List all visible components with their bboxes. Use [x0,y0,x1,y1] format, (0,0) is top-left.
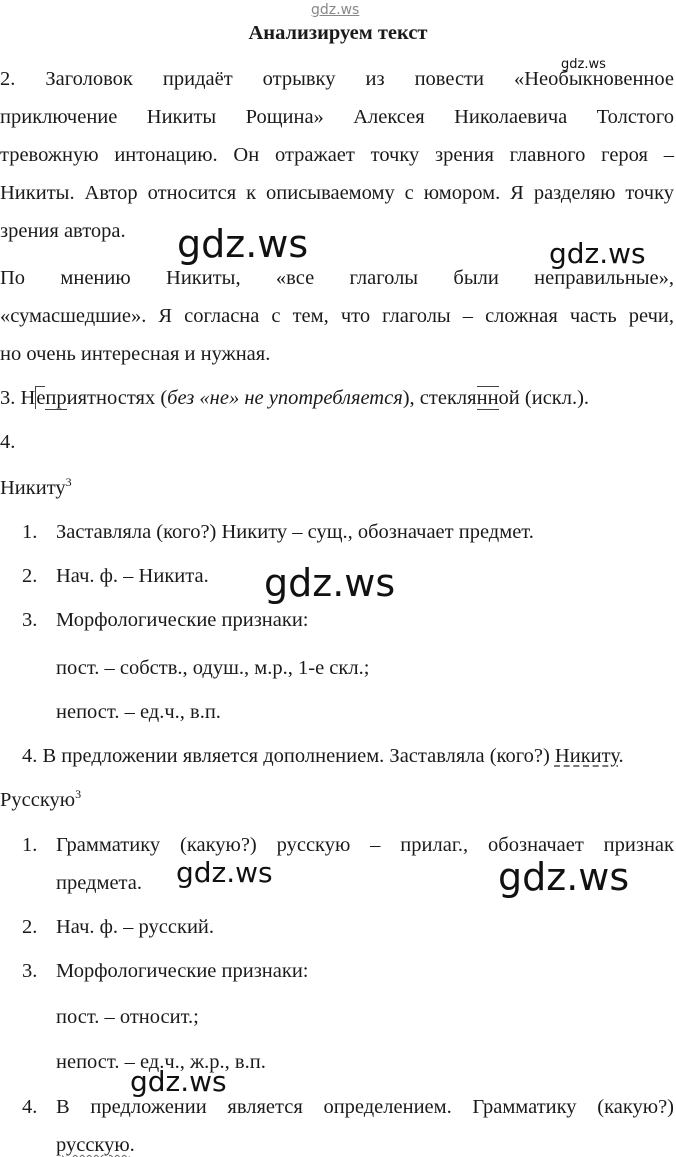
russkuyu-step-4-line-2 [56,1133,135,1157]
watermark-small: gdz.ws [561,57,606,72]
item3-prefix: 3. [0,387,21,409]
nikita-step-2-num: 2. [22,565,38,587]
nikita-heading-text: Никиту [0,477,66,499]
nikita-heading-sup: 3 [65,475,72,489]
russkuyu-step-1-num: 1. [22,834,38,856]
opinion-line-3: но очень интересная и нужная. [0,343,271,365]
nikita-step-2 [22,564,209,588]
russkuyu-nonconst: непост. – ед.ч., ж.р., в.п. [56,1051,266,1073]
item3-note: без «не» не употребляется [167,387,403,409]
item3-rest: иятностях ( [66,387,168,409]
item-4-label: 4. [0,431,16,453]
russkuyu-step-4-num: 4. [22,1096,38,1118]
item-3 [0,386,589,410]
nikita-step-1-text: Заставляла (кого?) Никиту – сущ., обозначает предмет. [56,521,534,543]
nikita-step-4 [22,744,624,768]
russkuyu-step-4-word: русскую [56,1134,130,1156]
item3-pr-mark: пр [45,387,67,409]
page-title: Анализируем текст [248,22,428,44]
nikita-step-3 [22,608,309,632]
nikita-step-3-num: 3. [22,609,38,631]
russkuyu-step-1-line-1: Грамматику (какую?) русскую – прилаг., обозначает признак [56,834,674,856]
watermark-mid-1: gdz.ws [549,237,646,270]
russkuyu-step-4-line-1: В предложении является определением. Грамматику (какую?) [56,1096,674,1118]
watermark-top: gdz.ws [311,2,360,18]
nikita-step-2-text: Нач. ф. – Никита. [56,565,209,587]
nikita-nonconst: непост. – ед.ч., в.п. [56,701,221,723]
nikita-step-4-end: . [618,745,624,767]
watermark-mid-2: gdz.ws [176,856,273,889]
russkuyu-step-3-text: Морфологические признаки: [56,960,309,982]
nikita-step-3-text: Морфологические признаки: [56,609,309,631]
para2-line-4: Никиты. Автор относится к описываемому с юмором. Я разделяю точку [0,182,674,204]
watermark-big-2: gdz.ws [264,561,396,605]
russkuyu-step-4 [22,1095,674,1119]
russkuyu-step-2-num: 2. [22,916,38,938]
watermark-big-1: gdz.ws [177,222,309,266]
russkuyu-heading-sup: 3 [75,787,82,801]
para2-line-2: приключение Никиты Рощина» Алексея Николаевича Толстого [0,106,674,128]
para2-line-3: тревожную интонацию. Он отражает точку зрения главного героя – [0,144,674,166]
russkuyu-step-1-line-2: предмета. [56,872,142,894]
nikita-step-4-word: Никиту [554,745,619,767]
russkuyu-step-3-num: 3. [22,960,38,982]
russkuyu-step-1 [22,833,674,857]
nikita-const: пост. – собств., одуш., м.р., 1-е скл.; [56,657,370,679]
nikita-heading [0,476,72,500]
item3-nn-mark: нн [476,387,499,409]
russkuyu-heading [0,788,81,812]
nikita-step-1-num: 1. [22,521,38,543]
russkuyu-step-4-end: . [129,1134,135,1156]
russkuyu-step-2 [22,915,214,939]
russkuyu-step-2-text: Нач. ф. – русский. [56,916,215,938]
opinion-line-1: По мнению Никиты, «все глаголы были неправильные», [0,267,674,289]
russkuyu-const: пост. – относит.; [56,1006,199,1028]
para2-line-1: 2. Заголовок придаёт отрывку из повести «Необыкновенное [0,68,674,90]
item3-ne-mark: е [36,387,46,409]
opinion-line-2: «сумасшедшие». Я согласна с тем, что глаголы – сложная часть речи, [0,305,674,327]
item3-n: Н [20,387,36,409]
nikita-step-4-text: 4. В предложении является дополнением. Заставляла (кого?) [22,745,555,767]
watermark-mid-3: gdz.ws [130,1065,227,1098]
russkuyu-heading-text: Русскую [0,789,76,811]
russkuyu-step-3 [22,959,309,983]
nikita-step-1 [22,520,534,544]
watermark-big-3: gdz.ws [498,855,630,899]
para2-line-5: зрения автора. [0,220,126,242]
item3-end: ой (искл.). [498,387,590,409]
item3-after-note: ), стекля [402,387,477,409]
